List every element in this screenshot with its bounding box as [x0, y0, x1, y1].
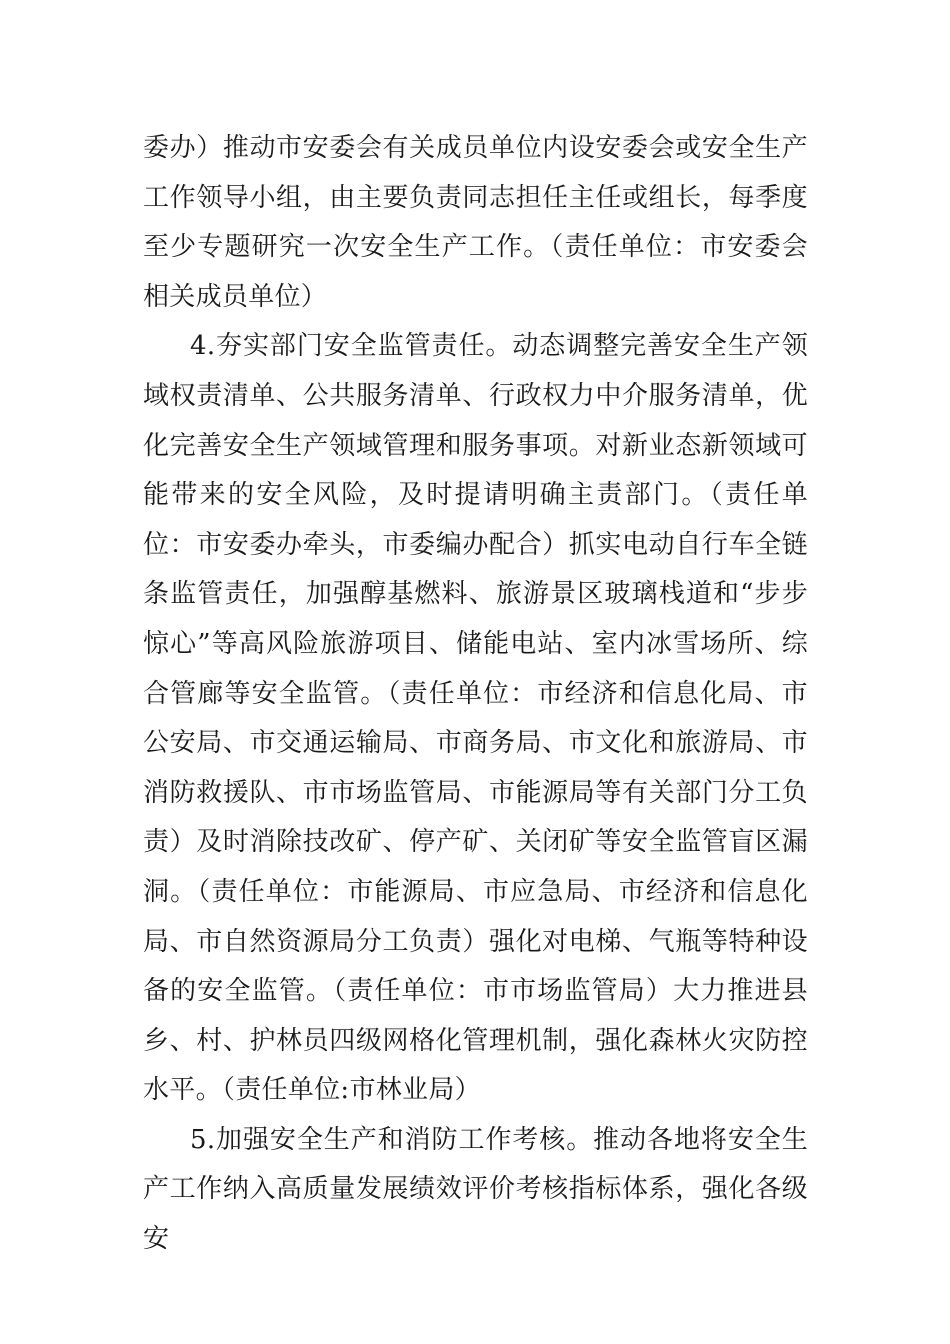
document-body [143, 124, 808, 1265]
paragraph-continued-committee-office: 委办）推动市安委会有关成员单位内设安委会或安全生产工作领导小组，由主要负责同志担任主任或组长，每季度至少专题研究一次安全生产工作。（责任单位：市安委会相关成员单位） [143, 133, 808, 312]
paragraph-item-4-department-supervision: 4.夯实部门安全监管责任。动态调整完善安全生产领域权责清单、公共服务清单、行政权力中介服务清单，优化完善安全生产领域管理和服务事项。对新业态新领域可能带来的安全风险，及时提请明确主责部门。（责任单位：市安委办牵头，市委编办配合）抓实电动自行车全链条监管责任，加强醇基燃料、旅游景区玻璃栈道和“步步惊心”等高风险旅游项目、储能电站、室内冰雪场所、综合管廊等安全监管。（责任单位：市经济和信息化局、市公安局、市交通运输局、市商务局、市文化和旅游局、市消防救援队、市市场监管局、市能源局等有关部门分工负责）及时消除技改矿、停产矿、关闭矿等安全监管盲区漏洞。（责任单位：市能源局、市应急局、市经济和信息化局、市自然资源局分工负责）强化对电梯、气瓶等特种设备的安全监管。（责任单位：市市场监管局）大力推进县乡、村、护林员四级网格化管理机制，强化森林火灾防控水平。（责任单位:市林业局） [143, 331, 808, 1106]
paragraph-item-5-assessment: 5.加强安全生产和消防工作考核。推动各地将安全生产工作纳入高质量发展绩效评价考核指标体系，强化各级安 [143, 1124, 808, 1255]
